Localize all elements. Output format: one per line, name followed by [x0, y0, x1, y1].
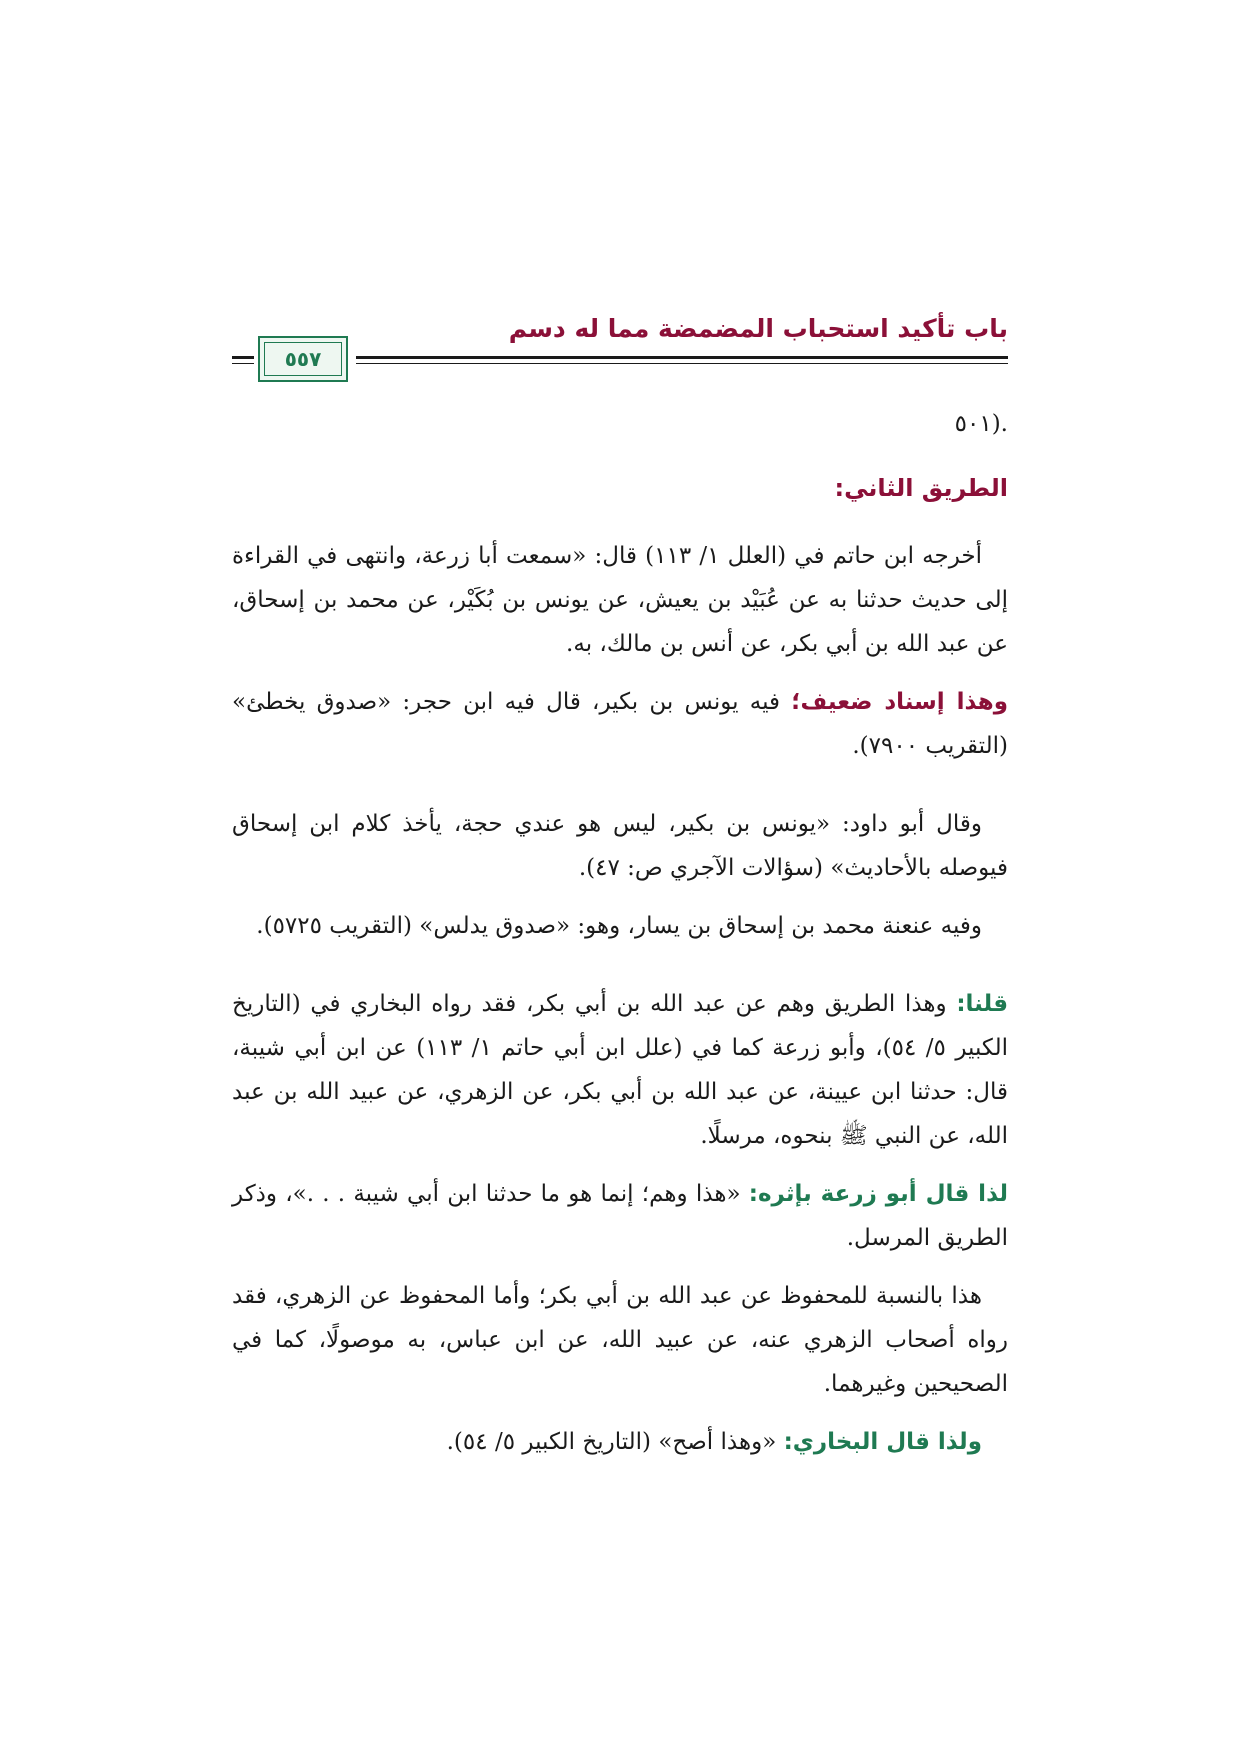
- page-body: [232, 402, 1008, 1478]
- paragraph-continuation: .(٥٠١: [954, 411, 1008, 437]
- paragraph: [232, 680, 1008, 768]
- paragraph: [232, 982, 1008, 1158]
- header-rule-left: [232, 356, 254, 364]
- paragraph: هذا بالنسبة للمحفوظ عن عبد الله بن أبي بكر؛ وأما المحفوظ عن الزهري، فقد رواه أصحاب الزهري عنه، عن عبيد الله، عن ابن عباس، به موصولًا، كما في الصحيحين وغيرهما.: [232, 1283, 1008, 1397]
- paragraph-text: «هذا وهم؛ إنما هو ما حدثنا ابن أبي شيبة . . .»، وذكر الطريق المرسل.: [232, 1181, 1008, 1251]
- paragraph-text: فيه يونس بن بكير، قال فيه ابن حجر: «صدوق يخطئ» (التقريب ٧٩٠٠).: [232, 689, 1008, 759]
- chapter-title: باب تأكيد استحباب المضمضة مما له دسم: [508, 314, 1008, 343]
- paragraph-lead: ولذا قال البخاري:: [783, 1429, 982, 1455]
- paragraph-lead: وهذا إسناد ضعيف؛: [791, 689, 1008, 715]
- paragraph-text: وهذا الطريق وهم عن عبد الله بن أبي بكر، فقد رواه البخاري في (التاريخ الكبير ٥/ ٥٤)، وأبو زرعة كما في (علل ابن أبي حاتم ١/ ١١٣) عن ابن أبي شيبة، قال: حدثنا ابن عيينة، عن عبد الله بن أبي بكر، عن الزهري، عن عبيد الله بن عبد الله، عن النبي ﷺ بنحوه، مرسلًا.: [232, 991, 1009, 1149]
- page-number-badge: [258, 336, 348, 382]
- paragraph-lead: لذا قال أبو زرعة بإثره:: [748, 1181, 1008, 1207]
- paragraph: [232, 1172, 1008, 1260]
- paragraph: وفيه عنعنة محمد بن إسحاق بن يسار، وهو: «صدوق يدلس» (التقريب ٥٧٢٥).: [256, 913, 982, 939]
- page-header: [232, 300, 1008, 390]
- paragraph-text: «وهذا أصح» (التاريخ الكبير ٥/ ٥٤).: [446, 1429, 784, 1455]
- paragraph-lead: قلنا:: [956, 991, 1008, 1017]
- header-rule: [356, 356, 1008, 364]
- section-heading: الطريق الثاني:: [834, 474, 1008, 502]
- paragraph: أخرجه ابن حاتم في (العلل ١/ ١١٣) قال: «سمعت أبا زرعة، وانتهى في القراءة إلى حديث حدثنا به عن عُبَيْد بن يعيش، عن يونس بن بُكَيْر، عن محمد بن إسحاق، عن عبد الله بن أبي بكر، عن أنس بن مالك، به.: [232, 543, 1008, 657]
- paragraph: وقال أبو داود: «يونس بن بكير، ليس هو عندي حجة، يأخذ كلام ابن إسحاق فيوصله بالأحاديث» (سؤالات الآجري ص: ٤٧).: [232, 811, 1008, 881]
- page-number: ٥٥٧: [284, 347, 322, 371]
- paragraph: [232, 1420, 1008, 1464]
